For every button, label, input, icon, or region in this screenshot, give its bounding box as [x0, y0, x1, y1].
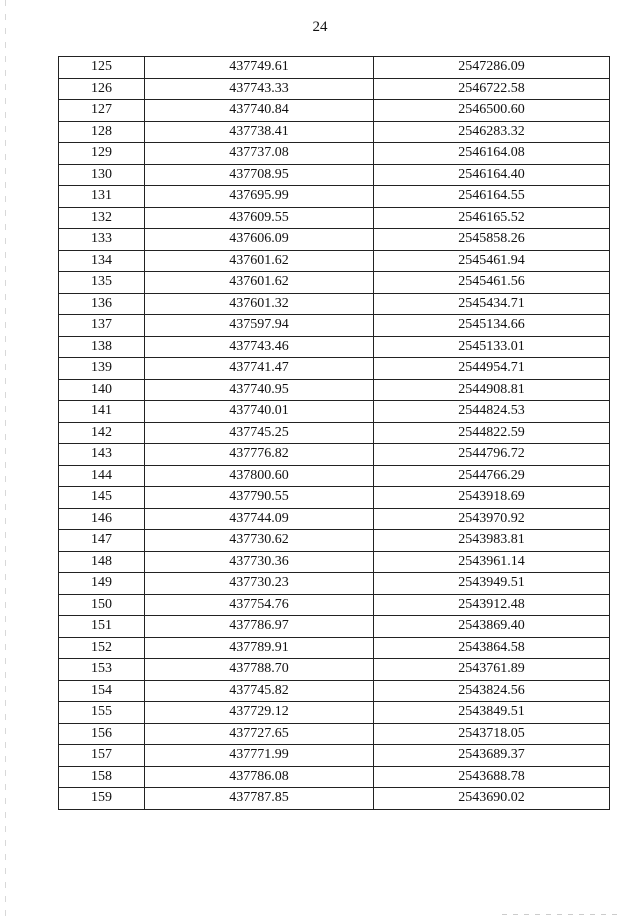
y-coordinate-cell: 2546165.52 [374, 207, 610, 229]
x-coordinate-cell: 437730.62 [145, 530, 374, 552]
y-coordinate-cell: 2544796.72 [374, 444, 610, 466]
x-coordinate-cell: 437606.09 [145, 229, 374, 251]
y-coordinate-cell: 2546722.58 [374, 78, 610, 100]
point-number-cell: 131 [59, 186, 145, 208]
table-row [59, 121, 610, 143]
table-row [59, 788, 610, 810]
point-number-cell: 135 [59, 272, 145, 294]
point-number-cell: 129 [59, 143, 145, 165]
y-coordinate-cell: 2543912.48 [374, 594, 610, 616]
y-coordinate-cell: 2543961.14 [374, 551, 610, 573]
table-row [59, 659, 610, 681]
table-row [59, 186, 610, 208]
table-row [59, 702, 610, 724]
y-coordinate-cell: 2545434.71 [374, 293, 610, 315]
table-row [59, 229, 610, 251]
point-number-cell: 145 [59, 487, 145, 509]
y-coordinate-cell: 2543824.56 [374, 680, 610, 702]
table-row [59, 465, 610, 487]
point-number-cell: 125 [59, 57, 145, 79]
table-row [59, 422, 610, 444]
scan-edge-artifact [5, 0, 6, 919]
y-coordinate-cell: 2543864.58 [374, 637, 610, 659]
x-coordinate-cell: 437730.36 [145, 551, 374, 573]
table-row [59, 573, 610, 595]
y-coordinate-cell: 2545461.56 [374, 272, 610, 294]
point-number-cell: 142 [59, 422, 145, 444]
point-number-cell: 141 [59, 401, 145, 423]
y-coordinate-cell: 2546164.55 [374, 186, 610, 208]
y-coordinate-cell: 2544908.81 [374, 379, 610, 401]
point-number-cell: 149 [59, 573, 145, 595]
table-row [59, 379, 610, 401]
table-row [59, 745, 610, 767]
table-row [59, 250, 610, 272]
y-coordinate-cell: 2546164.40 [374, 164, 610, 186]
table-row [59, 723, 610, 745]
x-coordinate-cell: 437740.95 [145, 379, 374, 401]
table-row [59, 272, 610, 294]
x-coordinate-cell: 437745.82 [145, 680, 374, 702]
point-number-cell: 157 [59, 745, 145, 767]
point-number-cell: 152 [59, 637, 145, 659]
table-row [59, 508, 610, 530]
table-row [59, 336, 610, 358]
table-row [59, 57, 610, 79]
y-coordinate-cell: 2543869.40 [374, 616, 610, 638]
y-coordinate-cell: 2543689.37 [374, 745, 610, 767]
y-coordinate-cell: 2544766.29 [374, 465, 610, 487]
point-number-cell: 158 [59, 766, 145, 788]
x-coordinate-cell: 437754.76 [145, 594, 374, 616]
table-row [59, 164, 610, 186]
y-coordinate-cell: 2546500.60 [374, 100, 610, 122]
y-coordinate-cell: 2545133.01 [374, 336, 610, 358]
table-row [59, 616, 610, 638]
x-coordinate-cell: 437788.70 [145, 659, 374, 681]
x-coordinate-cell: 437695.99 [145, 186, 374, 208]
x-coordinate-cell: 437708.95 [145, 164, 374, 186]
table-row [59, 551, 610, 573]
x-coordinate-cell: 437744.09 [145, 508, 374, 530]
point-number-cell: 153 [59, 659, 145, 681]
x-coordinate-cell: 437776.82 [145, 444, 374, 466]
point-number-cell: 136 [59, 293, 145, 315]
y-coordinate-cell: 2546164.08 [374, 143, 610, 165]
x-coordinate-cell: 437771.99 [145, 745, 374, 767]
point-number-cell: 155 [59, 702, 145, 724]
table-row [59, 100, 610, 122]
y-coordinate-cell: 2545461.94 [374, 250, 610, 272]
table-row [59, 207, 610, 229]
point-number-cell: 138 [59, 336, 145, 358]
y-coordinate-cell: 2544954.71 [374, 358, 610, 380]
y-coordinate-cell: 2544824.53 [374, 401, 610, 423]
point-number-cell: 156 [59, 723, 145, 745]
x-coordinate-cell: 437743.33 [145, 78, 374, 100]
x-coordinate-cell: 437727.65 [145, 723, 374, 745]
x-coordinate-cell: 437786.08 [145, 766, 374, 788]
point-number-cell: 148 [59, 551, 145, 573]
table-row [59, 293, 610, 315]
x-coordinate-cell: 437786.97 [145, 616, 374, 638]
table-row [59, 444, 610, 466]
y-coordinate-cell: 2543918.69 [374, 487, 610, 509]
point-number-cell: 143 [59, 444, 145, 466]
y-coordinate-cell: 2543970.92 [374, 508, 610, 530]
x-coordinate-cell: 437800.60 [145, 465, 374, 487]
y-coordinate-cell: 2543849.51 [374, 702, 610, 724]
table-row [59, 358, 610, 380]
point-number-cell: 150 [59, 594, 145, 616]
y-coordinate-cell: 2543690.02 [374, 788, 610, 810]
point-number-cell: 130 [59, 164, 145, 186]
y-coordinate-cell: 2545134.66 [374, 315, 610, 337]
table-row [59, 530, 610, 552]
point-number-cell: 151 [59, 616, 145, 638]
table-row [59, 315, 610, 337]
y-coordinate-cell: 2546283.32 [374, 121, 610, 143]
x-coordinate-cell: 437730.23 [145, 573, 374, 595]
x-coordinate-cell: 437601.32 [145, 293, 374, 315]
point-number-cell: 154 [59, 680, 145, 702]
table-row [59, 766, 610, 788]
x-coordinate-cell: 437609.55 [145, 207, 374, 229]
x-coordinate-cell: 437737.08 [145, 143, 374, 165]
x-coordinate-cell: 437740.01 [145, 401, 374, 423]
x-coordinate-cell: 437743.46 [145, 336, 374, 358]
table-row [59, 680, 610, 702]
point-number-cell: 146 [59, 508, 145, 530]
coordinates-table-body [59, 57, 610, 810]
table-row [59, 594, 610, 616]
x-coordinate-cell: 437738.41 [145, 121, 374, 143]
point-number-cell: 133 [59, 229, 145, 251]
coordinates-table [58, 56, 610, 810]
scan-edge-bottom-artifact [502, 914, 622, 915]
point-number-cell: 139 [59, 358, 145, 380]
table-row [59, 143, 610, 165]
point-number-cell: 128 [59, 121, 145, 143]
point-number-cell: 137 [59, 315, 145, 337]
y-coordinate-cell: 2543983.81 [374, 530, 610, 552]
x-coordinate-cell: 437745.25 [145, 422, 374, 444]
x-coordinate-cell: 437740.84 [145, 100, 374, 122]
point-number-cell: 159 [59, 788, 145, 810]
x-coordinate-cell: 437597.94 [145, 315, 374, 337]
x-coordinate-cell: 437749.61 [145, 57, 374, 79]
y-coordinate-cell: 2543949.51 [374, 573, 610, 595]
point-number-cell: 144 [59, 465, 145, 487]
x-coordinate-cell: 437601.62 [145, 250, 374, 272]
y-coordinate-cell: 2543761.89 [374, 659, 610, 681]
y-coordinate-cell: 2547286.09 [374, 57, 610, 79]
x-coordinate-cell: 437787.85 [145, 788, 374, 810]
point-number-cell: 147 [59, 530, 145, 552]
point-number-cell: 127 [59, 100, 145, 122]
y-coordinate-cell: 2543688.78 [374, 766, 610, 788]
x-coordinate-cell: 437601.62 [145, 272, 374, 294]
table-row [59, 401, 610, 423]
point-number-cell: 140 [59, 379, 145, 401]
y-coordinate-cell: 2543718.05 [374, 723, 610, 745]
point-number-cell: 132 [59, 207, 145, 229]
table-row [59, 487, 610, 509]
point-number-cell: 134 [59, 250, 145, 272]
x-coordinate-cell: 437729.12 [145, 702, 374, 724]
x-coordinate-cell: 437790.55 [145, 487, 374, 509]
point-number-cell: 126 [59, 78, 145, 100]
x-coordinate-cell: 437789.91 [145, 637, 374, 659]
table-row [59, 637, 610, 659]
x-coordinate-cell: 437741.47 [145, 358, 374, 380]
page-number: 24 [312, 19, 328, 35]
y-coordinate-cell: 2545858.26 [374, 229, 610, 251]
y-coordinate-cell: 2544822.59 [374, 422, 610, 444]
table-row [59, 78, 610, 100]
